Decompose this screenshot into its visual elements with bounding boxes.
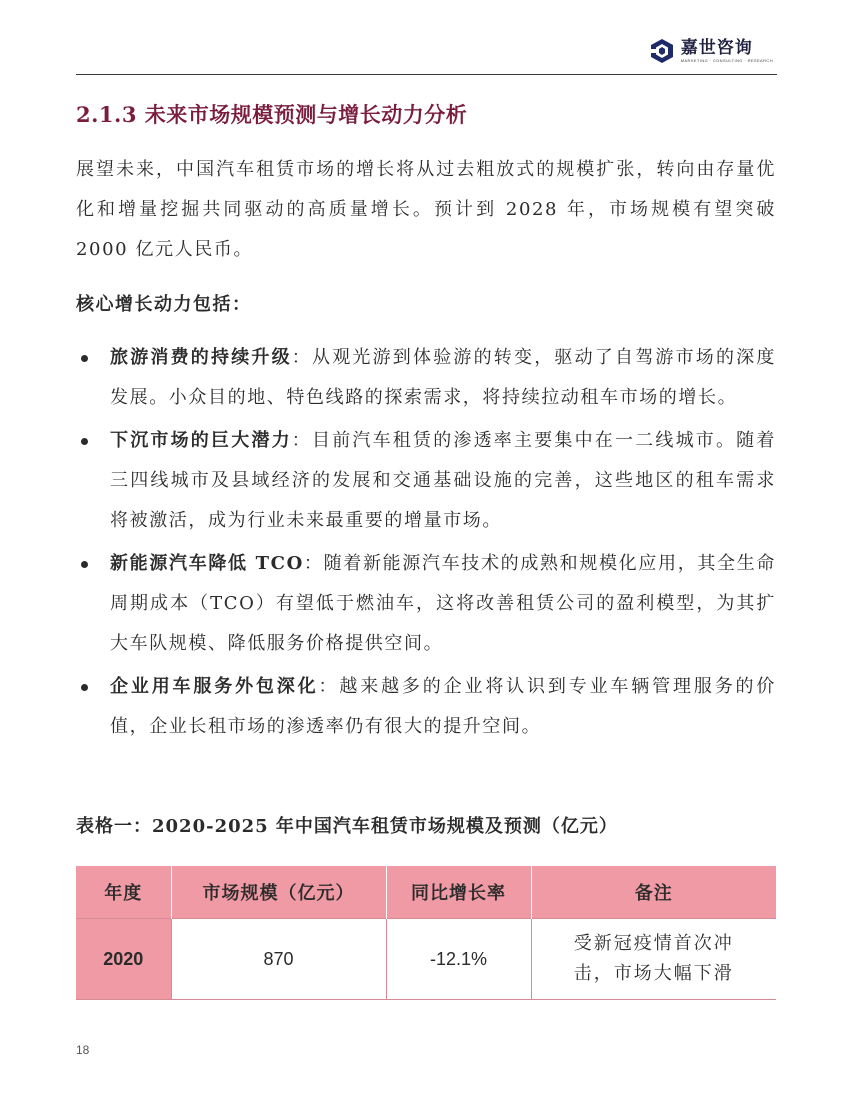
cell-growth-rate: -12.1%	[386, 919, 531, 1000]
table-caption: 表格一：2020-2025 年中国汽车租赁市场规模及预测（亿元）	[76, 816, 618, 837]
header-growth-rate: 同比增长率	[386, 866, 531, 919]
driver-label: 旅游消费的持续升级	[110, 347, 292, 368]
logo-mark-icon	[649, 38, 675, 64]
driver-text: ：随着新能源汽车技术的成熟和规模化应用，其全生命周期成本（TCO）有望低于燃油车，这将改善租赁公司的盈利模型，为其扩大车队规模、降低服务价格提供空间。	[110, 553, 776, 654]
section-title: 2.1.3 未来市场规模预测与增长动力分析	[76, 102, 468, 127]
table-row	[76, 919, 776, 1000]
driver-text: ：从观光游到体验游的转变，驱动了自驾游市场的深度发展。小众目的地、特色线路的探索需求，将持续拉动租车市场的增长。	[110, 347, 776, 408]
drivers-subheading: 核心增长动力包括：	[76, 294, 252, 315]
driver-label: 下沉市场的巨大潜力	[110, 430, 292, 451]
cell-note: 受新冠疫情首次冲击，市场大幅下滑	[531, 919, 776, 1000]
bullet-icon	[81, 355, 88, 362]
table-header-row	[76, 866, 776, 919]
bullet-icon	[81, 561, 88, 568]
driver-label: 新能源汽车降低 TCO	[110, 553, 304, 574]
company-logo	[649, 38, 773, 68]
bullet-icon	[81, 684, 88, 691]
cell-market-size: 870	[171, 919, 386, 1000]
driver-label: 企业用车服务外包深化	[110, 676, 319, 697]
list-item	[76, 667, 776, 747]
logo-tagline: MARKETING · CONSULTING · RESEARCH	[680, 58, 773, 63]
header-note: 备注	[531, 866, 776, 919]
cell-year: 2020	[76, 919, 171, 1000]
market-size-table	[76, 866, 776, 1000]
page-header	[76, 34, 777, 75]
logo-name: 嘉世咨询	[680, 38, 753, 58]
list-item	[76, 421, 776, 541]
driver-text: ：目前汽车租赁的渗透率主要集中在一二线城市。随着三四线城市及县域经济的发展和交通基础设施的完善，这些地区的租车需求将被激活，成为行业未来最重要的增量市场。	[110, 430, 776, 531]
list-item	[76, 544, 776, 664]
bullet-icon	[81, 438, 88, 445]
growth-drivers-list	[76, 338, 776, 750]
page-number: 18	[76, 1043, 90, 1057]
header-market-size: 市场规模（亿元）	[171, 866, 386, 919]
intro-paragraph: 展望未来，中国汽车租赁市场的增长将从过去粗放式的规模扩张，转向由存量优化和增量挖掘共同驱动的高质量增长。预计到 2028 年，市场规模有望突破 2000 亿元人民币。	[76, 159, 776, 260]
header-year: 年度	[76, 866, 171, 919]
driver-text: ：越来越多的企业将认识到专业车辆管理服务的价值，企业长租市场的渗透率仍有很大的提升空间。	[110, 676, 776, 737]
list-item	[76, 338, 776, 418]
